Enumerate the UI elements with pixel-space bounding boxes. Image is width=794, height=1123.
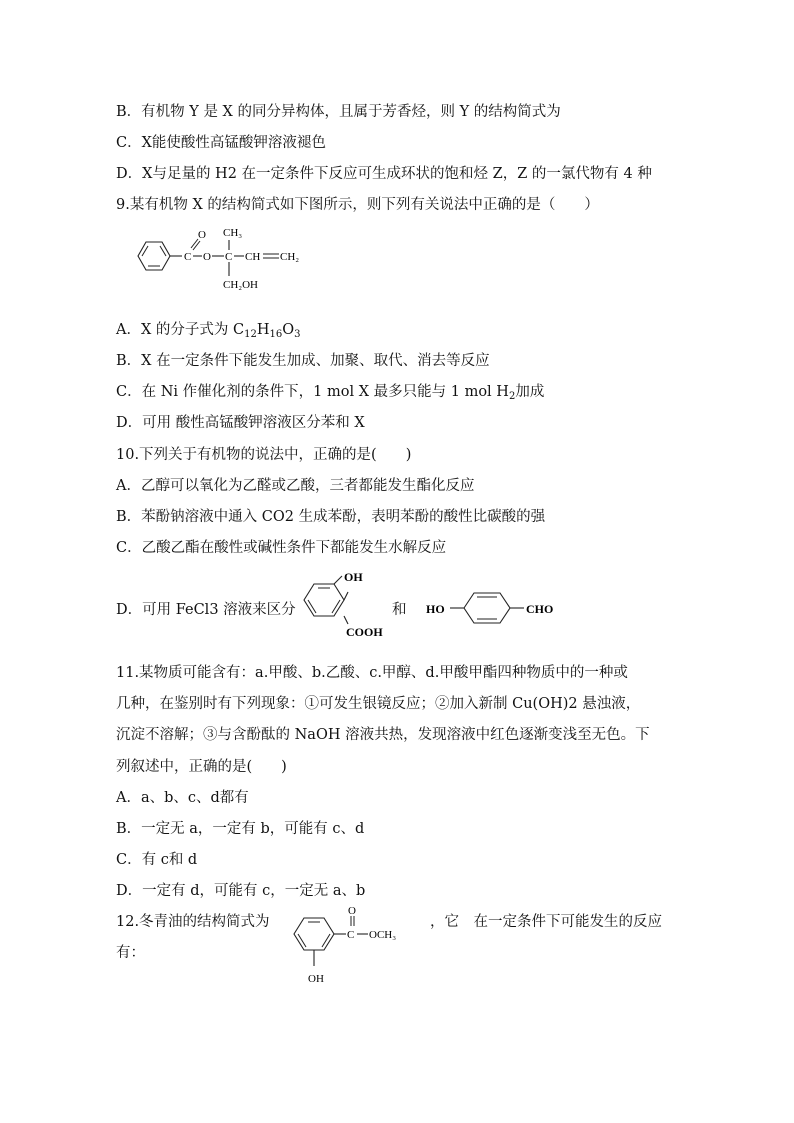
q9-a-sub2: 16 [269,329,283,340]
q10-option-d: D．可用 FeCl3 溶液来区分 [116,602,296,618]
q8-option-c: C．X能使酸性高锰酸钾溶液褪色 [116,135,326,151]
q11-option-b: B．一定无 a，一定有 b，可能有 c、d [116,821,365,837]
q12-struct-oh: OH [308,973,324,985]
q8-option-d: D．X与足量的 H2 在一定条件下反应可生成环状的饱和烃 Z，Z 的一氯代物有 4 种 [116,166,652,182]
q11-option-c: C．有 c和 d [116,852,198,868]
q12-struct-c: C [347,929,355,941]
q9-stem: 9.某有机物 X 的结构简式如下图所示，则下列有关说法中正确的是（ ） [116,197,599,213]
q9-option-d: D．可用 酸性高锰酸钾溶液区分苯和 X [116,415,365,431]
q9-option-c [116,382,544,407]
q11-option-a: A．a、b、c、d都有 [116,790,249,806]
q9-a-text: A．X 的分子式为 C [116,322,245,338]
q10-struct1-cooh: COOH [346,625,383,639]
q9-structure [130,224,320,300]
q10-and: 和 [392,602,407,618]
q9-c-sub: 2 [508,391,516,402]
q10-stem: 10.下列关于有机物的说法中，正确的是( ) [116,447,412,463]
q11-stem-line1: 11.某物质可能含有：a.甲酸、b.乙酸、c.甲醇、d.甲酸甲酯四种物质中的一种或 [116,665,628,681]
q9-struct-ch3: CH₃ [223,227,243,239]
q9-a-o: O [282,322,295,338]
q10-struct1-oh: OH [344,572,363,584]
q9-struct-ch: CH [245,251,261,263]
q10-structure-salicylic [296,572,396,644]
q12-stem-post: ，它 在一定条件下可能发生的反应 [430,914,662,930]
q9-a-sub3: 3 [294,329,301,340]
q11-option-d: D．一定有 d，可能有 c，一定无 a、b [116,883,366,899]
q9-c-post: 加成 [515,384,545,400]
q9-option-b: B．X 在一定条件下能发生加成、加聚、取代、消去等反应 [116,353,490,369]
q10-structure-hydroxybenzaldehyde [424,588,574,628]
q12-stem-pre: 12.冬青油的结构简式为 [116,914,270,930]
q10-option-a: A．乙醇可以氧化为乙醛或乙酸，三者都能发生酯化反应 [116,478,475,494]
q11-stem-line4: 列叙述中，正确的是( ) [116,759,287,775]
q8-option-b: B．有机物 Y 是 X 的同分异构体，且属于芳香烃，则 Y 的结构简式为 [116,104,561,120]
q10-struct2-ho: HO [426,602,445,616]
q10-option-c: C．乙酸乙酯在酸性或碱性条件下都能发生水解反应 [116,540,447,556]
q12-struct-o: O [348,905,356,917]
q9-struct-o-top: O [198,229,206,241]
q12-struct-och3: OCH₃ [369,929,397,941]
q9-struct-c: C [184,251,192,263]
q10-struct2-cho: CHO [526,602,554,616]
q9-a-h: H [256,322,270,338]
q10-option-b: B．苯酚钠溶液中通入 CO2 生成苯酚，表明苯酚的酸性比碳酸的强 [116,509,546,525]
q9-option-a [116,320,301,345]
q9-struct-ch2oh: CH₂OH [223,279,259,291]
q9-struct-ch2: CH₂ [280,251,300,263]
q12-structure [288,904,428,990]
q12-stem-line2: 有： [116,945,145,961]
q11-stem-line2: 几种，在鉴别时有下列现象：①可发生银镜反应；②加入新制 Cu(OH)2 悬浊液， [116,696,641,712]
q9-a-sub1: 12 [244,329,257,340]
q9-struct-o: O [203,251,211,263]
q9-c-text: C．在 Ni 作催化剂的条件下，1 mol X 最多只能与 1 mol H [116,384,509,400]
q11-stem-line3: 沉淀不溶解；③与含酚酞的 NaOH 溶液共热，发现溶液中红色逐渐变浅至无色。下 [116,727,650,743]
q9-struct-c2: C [225,251,233,263]
